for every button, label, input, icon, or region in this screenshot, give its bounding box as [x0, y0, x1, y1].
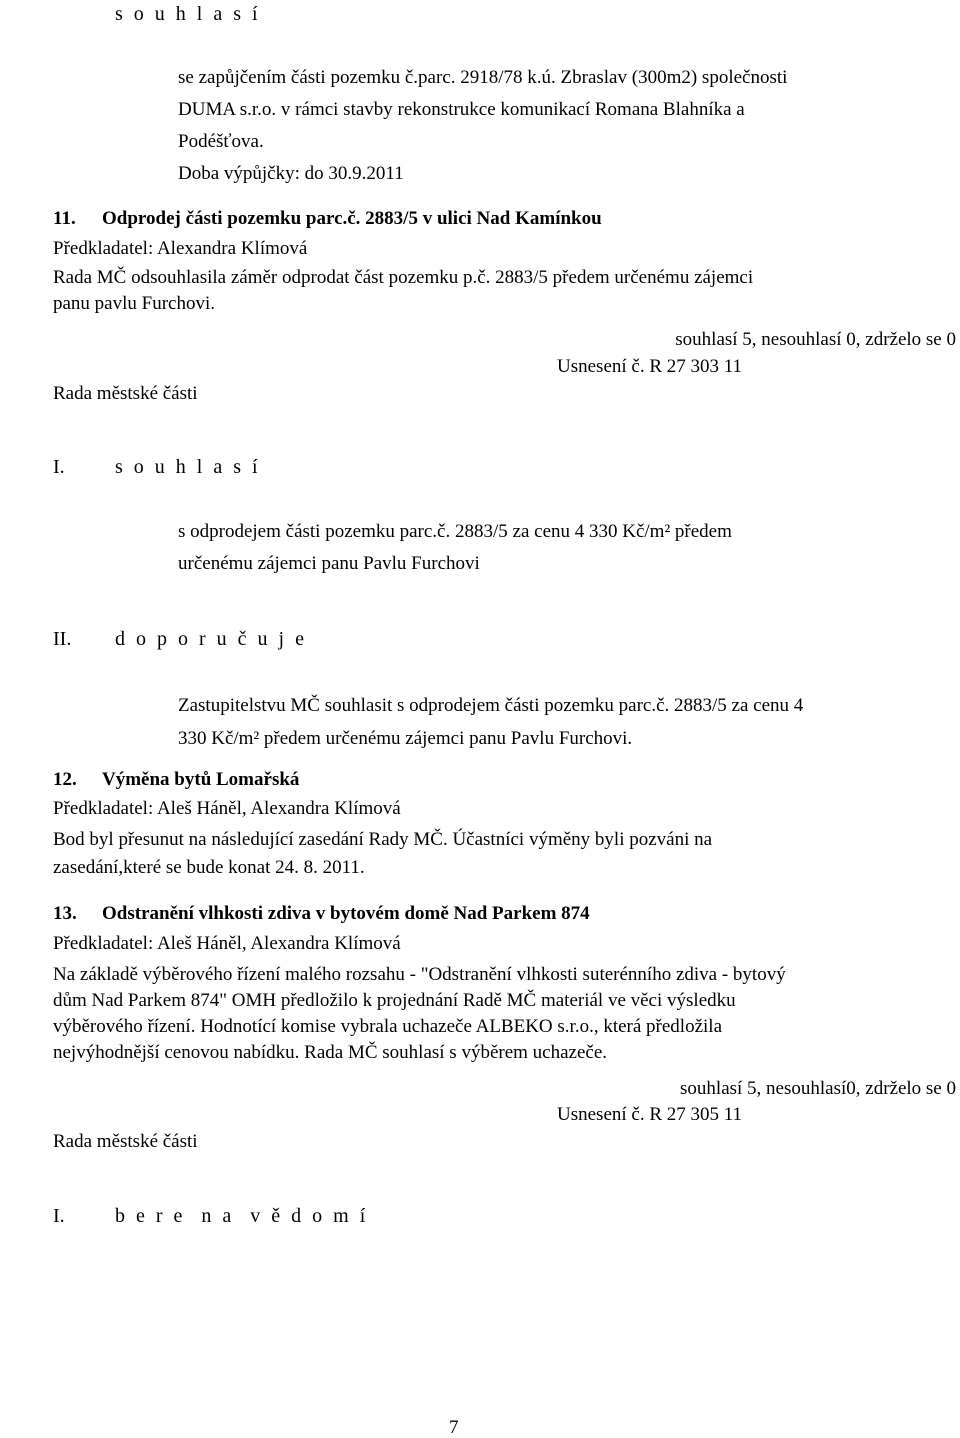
body-line: Bod byl přesunut na následující zasedání Rady MČ. Účastníci výměny byli pozváni na [53, 829, 713, 850]
body-line: výběrového řízení. Hodnotící komise vybrala uchazeče ALBEKO s.r.o., která předložila [53, 1016, 722, 1037]
resolution-number: Usnesení č. R 27 305 11 [557, 1104, 743, 1125]
body-line: se zapůjčením části pozemku č.parc. 2918/78 k.ú. Zbraslav (300m2) společnosti [178, 67, 788, 88]
item-title: Výměna bytů Lomařská [102, 769, 300, 790]
page-number: 7 [449, 1417, 459, 1438]
body-line: Doba výpůjčky: do 30.9.2011 [178, 163, 404, 184]
body-line: určenému zájemci panu Pavlu Furchovi [178, 553, 480, 574]
resolution-number: Usnesení č. R 27 303 11 [557, 356, 743, 377]
section-verb: b e r e n a v ě d o m í [115, 1205, 369, 1227]
item-title: Odprodej části pozemku parc.č. 2883/5 v ulici Nad Kamínkou [102, 208, 602, 229]
body-line: Podéšťova. [178, 131, 264, 152]
body-line: nejvýhodnější cenovou nabídku. Rada MČ souhlasí s výběrem uchazeče. [53, 1042, 608, 1063]
proposer: Předkladatel: Alexandra Klímová [53, 238, 308, 259]
section-verb: s o u h l a s í [115, 456, 261, 478]
section-heading-souhlasi: s o u h l a s í [115, 3, 261, 25]
proposer: Předkladatel: Aleš Háněl, Alexandra Klímová [53, 798, 401, 819]
body-line: dům Nad Parkem 874" OMH předložilo k projednání Radě MČ materiál ve věci výsledku [53, 990, 736, 1011]
body-line: Rada MČ odsouhlasila záměr odprodat část pozemku p.č. 2883/5 předem určenému zájemci [53, 267, 754, 288]
council-label: Rada městské části [53, 383, 198, 404]
item-number: 12. [53, 769, 77, 790]
council-label: Rada městské části [53, 1131, 198, 1152]
body-line: panu pavlu Furchovi. [53, 293, 216, 314]
vote-result: souhlasí 5, nesouhlasí 0, zdrželo se 0 [675, 329, 956, 350]
body-line: s odprodejem části pozemku parc.č. 2883/5 za cenu 4 330 Kč/m² předem [178, 521, 732, 542]
section-number: II. [53, 628, 72, 650]
body-line: Na základě výběrového řízení malého rozsahu - "Odstranění vlhkosti suterénního zdiva - bytový [53, 964, 786, 985]
section-number: I. [53, 456, 65, 478]
section-verb: d o p o r u č u j e [115, 628, 307, 650]
item-number: 13. [53, 903, 77, 924]
proposer: Předkladatel: Aleš Háněl, Alexandra Klímová [53, 933, 401, 954]
vote-result: souhlasí 5, nesouhlasí0, zdrželo se 0 [680, 1078, 956, 1099]
body-line: zasedání,které se bude konat 24. 8. 2011. [53, 857, 365, 878]
item-title: Odstranění vlhkosti zdiva v bytovém domě Nad Parkem 874 [102, 903, 590, 924]
body-line: 330 Kč/m² předem určenému zájemci panu Pavlu Furchovi. [178, 728, 633, 749]
body-line: DUMA s.r.o. v rámci stavby rekonstrukce komunikací Romana Blahníka a [178, 99, 745, 120]
body-line: Zastupitelstvu MČ souhlasit s odprodejem části pozemku parc.č. 2883/5 za cenu 4 [178, 695, 804, 716]
item-number: 11. [53, 208, 76, 229]
section-number: I. [53, 1205, 65, 1227]
